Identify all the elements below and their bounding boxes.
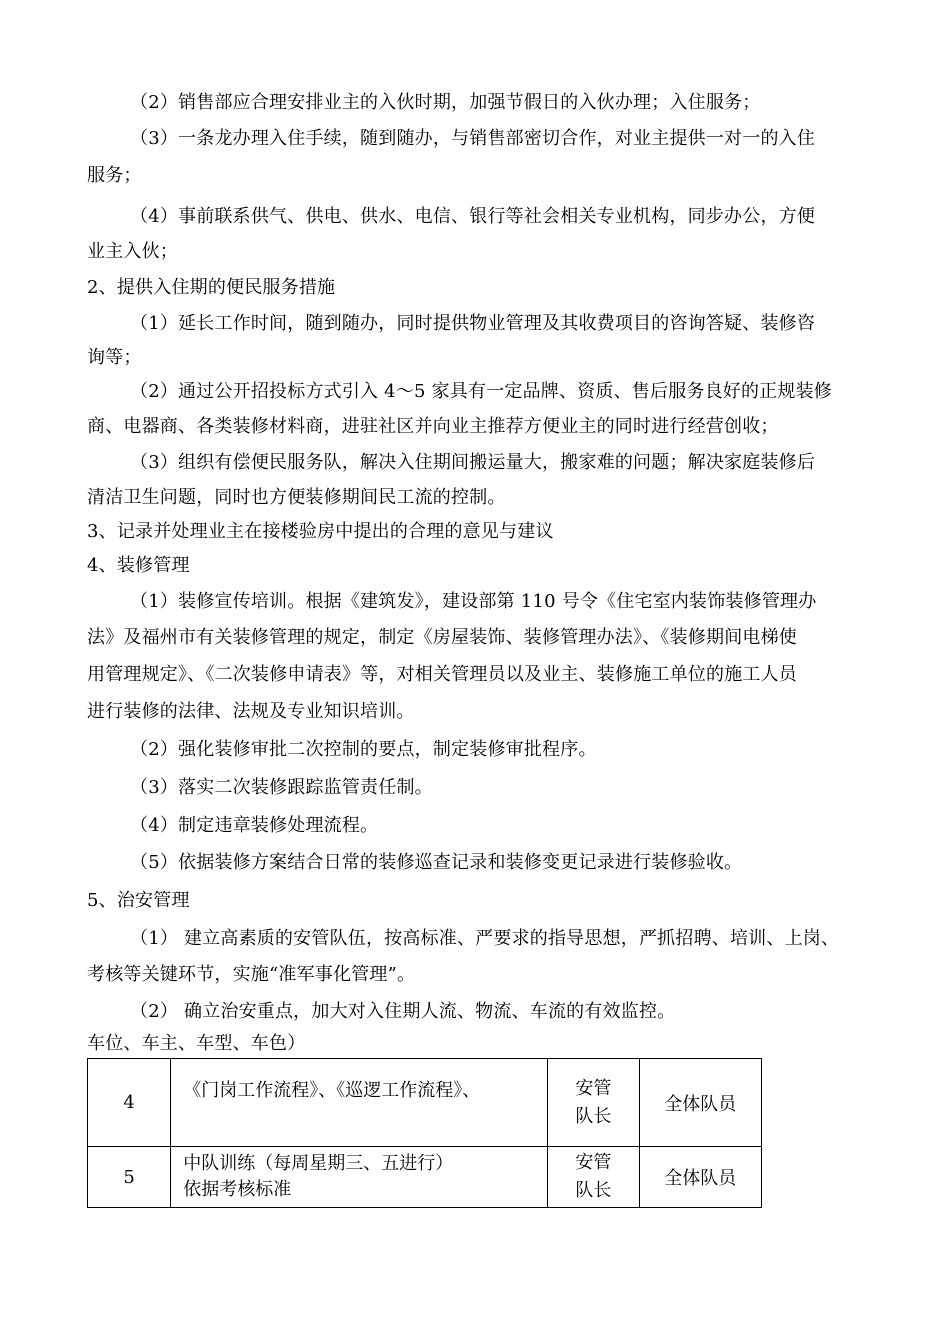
table-cell-responsible <box>548 1059 639 1147</box>
paragraph-line: 用管理规定》、《二次装修申请表》等，对相关管理员以及业主、装修施工单位的施工人员 <box>87 664 797 685</box>
paragraph-line: （2）通过公开招投标方式引入 4～5 家具有一定品牌、资质、售后服务良好的正规装修 <box>130 381 832 402</box>
paragraph-line: （1） 建立高素质的安管队伍，按高标准、严要求的指导思想，严抓招聘、培训、上岗、 <box>130 928 840 949</box>
responsible-line: 队长 <box>575 1180 612 1201</box>
section-heading: 3、记录并处理业主在接楼验房中提出的合理的意见与建议 <box>87 521 554 542</box>
paragraph-line: （2）销售部应合理安排业主的入伙时期，加强节假日的入伙办理；入住服务； <box>130 92 761 113</box>
paragraph-line: 考核等关键环节，实施“准军事化管理”。 <box>87 964 416 985</box>
paragraph-line: 车位、车主、车型、车色） <box>87 1033 306 1054</box>
paragraph-line: （2）强化装修审批二次控制的要点，制定装修审批程序。 <box>130 739 597 760</box>
responsible-line: 安管 <box>575 1077 612 1099</box>
paragraph-line: 法》及福州市有关装修管理的规定，制定《房屋装饰、装修管理办法》、《装修期间电梯使 <box>87 627 797 648</box>
table-cell-participants: 全体队员 <box>639 1059 761 1147</box>
content-line: 依据考核标准 <box>183 1179 292 1200</box>
paragraph-line: （3）组织有偿便民服务队，解决入住期间搬运量大，搬家难的问题；解决家庭装修后 <box>130 452 816 473</box>
paragraph-line: 询等； <box>87 347 142 368</box>
paragraph-line: 业主入伙； <box>87 241 178 262</box>
table-cell-number: 5 <box>88 1147 171 1208</box>
section-heading: 2、提供入住期的便民服务措施 <box>87 277 336 298</box>
section-heading: 5、治安管理 <box>87 890 190 911</box>
content-line: 中队训练（每周星期三、五进行） <box>183 1153 454 1174</box>
paragraph-line: （3）落实二次装修跟踪监管责任制。 <box>130 777 433 798</box>
paragraph-line: （4）制定违章装修处理流程。 <box>130 815 379 836</box>
table-cell-number: 4 <box>88 1059 171 1147</box>
paragraph-line: 清洁卫生问题，同时也方便装修期间民工流的控制。 <box>87 487 506 508</box>
paragraph-line: 服务； <box>87 165 142 186</box>
responsible-line: 队长 <box>575 1105 612 1127</box>
section-heading: 4、装修管理 <box>87 555 190 576</box>
table-row <box>88 1147 762 1208</box>
paragraph-line: （1）延长工作时间，随到随办，同时提供物业管理及其收费项目的咨询答疑、装修咨 <box>130 313 816 334</box>
content-line: 《门岗工作流程》、《巡逻工作流程》、 <box>183 1079 481 1101</box>
table-row <box>88 1059 762 1147</box>
table-cell-participants: 全体队员 <box>639 1147 761 1208</box>
paragraph-line: 商、电器商、各类装修材料商，进驻社区并向业主推荐方便业主的同时进行经营创收； <box>87 416 779 437</box>
paragraph-line: （2） 确立治安重点，加大对入住期人流、物流、车流的有效监控。 <box>130 1001 676 1022</box>
security-tasks-table <box>87 1058 762 1208</box>
table-cell-responsible <box>548 1147 639 1208</box>
paragraph-line: 进行装修的法律、法规及专业知识培训。 <box>87 701 415 722</box>
paragraph-line: （3）一条龙办理入住手续，随到随办，与销售部密切合作，对业主提供一对一的入住 <box>130 128 816 149</box>
paragraph-line: （4）事前联系供气、供电、供水、电信、银行等社会相关专业机构，同步办公，方便 <box>130 206 816 227</box>
table-cell-content <box>171 1147 548 1208</box>
paragraph-line: （1）装修宣传培训。根据《建筑发》，建设部第 110 号令《住宅室内装饰装修管理办 <box>130 591 817 612</box>
paragraph-line: （5）依据装修方案结合日常的装修巡查记录和装修变更记录进行装修验收。 <box>130 852 743 873</box>
responsible-line: 安管 <box>575 1152 612 1173</box>
table-cell-content <box>171 1059 548 1147</box>
